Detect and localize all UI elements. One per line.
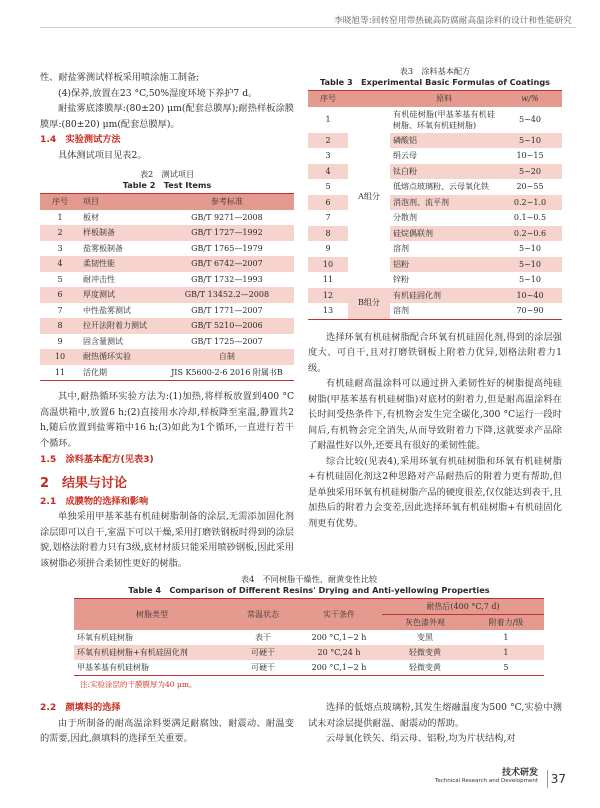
table-cell: 11 xyxy=(54,367,66,377)
table-cell: 1 xyxy=(57,212,63,222)
table-row xyxy=(40,365,294,381)
table-row xyxy=(74,660,544,676)
table-row xyxy=(308,257,562,273)
table3-caption xyxy=(308,66,562,88)
paragraph: 其中,耐热循环实验方法为:(1)加热,将样板放置到400 °C高温烘箱中,放置6 h;(2)直接用水冷却,样板降至室温,静置共2 h,随后放置到盐雾箱中16 h;(3)如此为1个循环,一直进行若干个循环。 xyxy=(40,391,294,449)
table-cell: 13 xyxy=(322,306,334,315)
paragraph: 性、耐盐雾测试样板采用喷涂施工制备; xyxy=(40,72,200,83)
table-row xyxy=(308,303,562,319)
section-heading-1-5: 1.5 涂料基本配方(见表3) xyxy=(40,454,154,465)
paragraph: 云母氧化铁矢、绢云母、铝粉,均为片状结构,对 xyxy=(326,733,516,744)
table2 xyxy=(40,193,294,381)
table-cell: 甲基苯基有机硅树脂 xyxy=(77,663,149,672)
table2-caption xyxy=(40,169,294,191)
table-row xyxy=(40,210,294,226)
table-row xyxy=(308,164,562,180)
group-label-a: A组分 xyxy=(348,107,390,288)
table-cell: 板材 xyxy=(83,212,99,222)
table4-body xyxy=(74,630,544,676)
table-cell: 10 xyxy=(322,259,334,269)
table-cell: 变黑 xyxy=(416,633,433,642)
table-row xyxy=(308,226,562,242)
table-cell: GB/T 1725—2007 xyxy=(191,336,263,346)
paragraph: 综合比较(见表4),采用环氧有机硅树脂和环氧有机硅树脂+有机硅固化剂这2种思路对产品耐热后的附着力更有帮助,但是单独采用环氧有机硅树脂产品的硬度很差,仅仅能达到表干,且加热后的附着力会变差,因此选择环氧有机硅树脂+有机硅固化剂更有优势。 xyxy=(308,455,562,529)
table-cell: 样板制备 xyxy=(83,228,115,237)
table4-note: 注:实验涂层的干膜膜厚为40 μm。 xyxy=(80,680,197,689)
paragraph: 单独采用甲基苯基有机硅树脂制备的涂层,无需添加固化剂涂层即可以自干,室温下可以干燥,采用打磨铁钢板时得到的涂层貌,划格法附着力只有3级,底材材质只能采用喷砂钢板,因此采用该树脂必须拼合柔韧性更好的树脂。 xyxy=(40,511,294,569)
table-cell: 铝粉 xyxy=(393,259,409,269)
table-row xyxy=(308,272,562,288)
table2-caption-cn: 表2 测试项目 xyxy=(139,169,195,179)
table-cell: 70~90 xyxy=(516,306,544,315)
table-cell: 耐冲击性 xyxy=(83,274,115,284)
table-header: 灰色漆外观 xyxy=(382,615,468,631)
table-cell: 消泡剂、流平剂 xyxy=(393,197,449,207)
table-cell: 5~10 xyxy=(519,135,541,145)
right-column xyxy=(308,66,562,531)
table4-caption-cn: 表4 不同树脂干燥性、耐黄变性比较 xyxy=(240,574,378,584)
paragraph: (4)保养,放置在23 °C,50%湿度环境下养护7 d。 xyxy=(58,87,258,99)
table3-body xyxy=(308,107,562,320)
table-cell: GB/T 1771—2007 xyxy=(191,305,263,315)
table-cell: 拉开法附着力测试 xyxy=(83,321,147,330)
paragraph: 有机硅耐高温涂料可以通过拼入柔韧性好的树脂提高纯硅树脂(甲基苯基有机硅树脂)对底材的附着力,但是耐高温涂料在长时间受热条件下,有机物会发生完全碳化,300 °C运行一段时间后,有机物会完全消失,从而导致附着力下降,这就要求产品除了耐温性好以外,还要具有很好的柔韧性能。 xyxy=(308,378,562,451)
table-cell: 9 xyxy=(325,244,331,253)
table-header: 序号 xyxy=(308,91,348,107)
table-cell: 5~10 xyxy=(519,259,541,269)
table-cell: 10 xyxy=(54,352,66,361)
table-cell: 可硬干 xyxy=(251,648,275,657)
journal-name xyxy=(435,765,538,784)
table-cell: GB/T 1732—1993 xyxy=(191,274,263,284)
table-cell: 耐热循环实验 xyxy=(83,352,131,361)
table4-caption-en: Table 4 Comparison of Different Resins' Drying and Anti-yellowing Properties xyxy=(128,585,490,595)
table-cell: 11 xyxy=(322,275,334,284)
left-column xyxy=(40,70,294,571)
table-header: 原料 xyxy=(390,91,498,107)
table-cell: GB/T 13452.2—2008 xyxy=(184,290,270,299)
table-cell: GB/T 1727—1992 xyxy=(191,228,263,237)
table-row xyxy=(40,225,294,241)
table-header-group xyxy=(348,91,390,107)
table-row xyxy=(308,210,562,226)
table-row xyxy=(40,349,294,365)
table4 xyxy=(74,598,544,676)
table-row xyxy=(308,148,562,164)
table-cell: 20~55 xyxy=(516,182,544,191)
table-cell: 柔韧性能 xyxy=(83,259,115,268)
table-row xyxy=(308,195,562,211)
table-row xyxy=(308,241,562,257)
table-row xyxy=(308,133,562,149)
table-cell: 中性盐雾测试 xyxy=(83,305,131,315)
table-cell: 有机硅树脂(甲基苯基有机硅树脂、环氧有机硅树脂) xyxy=(393,109,495,130)
table-cell: 溶剂 xyxy=(393,244,409,253)
table-header: w/% xyxy=(498,91,562,107)
table-cell: 7 xyxy=(57,305,63,315)
section-heading-2-1: 2.1 成膜物的选择和影响 xyxy=(40,495,149,507)
table-cell: GB/T 5210—2006 xyxy=(191,321,263,330)
table-cell: 磷酸铝 xyxy=(393,135,417,145)
table-cell: 可硬干 xyxy=(251,663,275,672)
table-cell: 200 °C,1~2 h xyxy=(311,663,367,672)
table-row xyxy=(40,303,294,319)
table-header: 参考标准 xyxy=(160,194,294,210)
table-cell: 0.1~0.5 xyxy=(513,213,547,222)
table-cell: 环氧有机硅树脂 xyxy=(77,633,133,642)
bottom-right-column xyxy=(308,700,562,747)
table-row xyxy=(40,287,294,303)
table-header: 耐热后(400 °C,7 d) xyxy=(382,599,544,615)
table-cell: 厚度测试 xyxy=(83,290,115,299)
table-cell: 2 xyxy=(57,228,63,237)
journal-name-en: Technical Research and Development xyxy=(434,778,538,784)
table-cell: 3 xyxy=(325,151,331,160)
table-cell: 0.2~0.6 xyxy=(513,228,547,238)
table2-body xyxy=(40,210,294,381)
table4-block xyxy=(74,574,544,690)
table-cell: 盐雾板制备 xyxy=(83,243,123,253)
section-heading-1-4: 1.4 实验测试方法 xyxy=(40,134,121,145)
table2-caption-en: Table 2 Test Items xyxy=(122,180,212,190)
table-cell: 表干 xyxy=(255,633,271,642)
table-row xyxy=(308,179,562,195)
table-cell: 8 xyxy=(325,228,331,238)
table4-caption xyxy=(74,574,544,596)
table-cell: 自制 xyxy=(218,352,235,361)
table-row xyxy=(74,630,544,645)
table-cell: 5~10 xyxy=(519,275,541,284)
bottom-left-column xyxy=(40,700,294,747)
paragraph: 选择环氧有机硅树脂配合环氧有机硅固化剂,得到的涂层强度大、可自干,且对打磨铁钢板上附着力优异,划格法附着力1级。 xyxy=(308,331,562,374)
running-header: 李晓旭等:回转窑用带热硫高防腐耐高温涂料的设计和性能研究 xyxy=(334,16,572,26)
table-cell: 10~40 xyxy=(516,290,544,300)
table-cell: 轻微变黄 xyxy=(408,648,441,657)
table-cell: 低熔点玻璃粉、云母氧化铁 xyxy=(393,182,489,191)
table-cell: 固含量测试 xyxy=(83,336,123,346)
table-cell: 3 xyxy=(57,243,63,253)
table-cell: 7 xyxy=(325,213,331,222)
table-cell: 12 xyxy=(322,290,334,300)
table-cell: 20 °C,24 h xyxy=(317,648,361,657)
table-cell: 4 xyxy=(325,166,331,176)
table-cell: 硅烷偶联剂 xyxy=(393,228,433,238)
table-header: 序号 xyxy=(40,194,80,210)
section-heading-2-2: 2.2 颜填料的选择 xyxy=(40,702,121,713)
table-cell: GB/T 9271—2008 xyxy=(191,212,263,222)
table-cell: 2 xyxy=(325,135,331,145)
table3-caption-en: Table 3 Experimental Basic Formulas of Coatings xyxy=(319,77,551,87)
table-cell: 5~20 xyxy=(519,166,541,176)
footer-divider xyxy=(547,770,548,788)
table-cell: 5 xyxy=(57,274,63,284)
table-cell: 5~10 xyxy=(519,244,541,253)
table-header: 附着力/级 xyxy=(468,615,544,631)
paragraph: 选择的低熔点玻璃粉,其发生熔融温度为500 °C,实验中测试未对涂层提供耐温、耐震动的帮助。 xyxy=(308,702,562,729)
table-cell: GB/T 6742—2007 xyxy=(191,259,263,268)
table-cell: 6 xyxy=(325,197,331,207)
table-cell: 绢云母 xyxy=(393,151,417,160)
journal-name-cn: 技术研发 xyxy=(501,768,538,778)
header-rule xyxy=(40,27,576,28)
table-header: 实干条件 xyxy=(296,599,382,631)
table-cell: 溶剂 xyxy=(393,306,409,315)
table-cell: 锌粉 xyxy=(393,275,409,284)
paragraph: 由于所制备的耐高温涂料要满足耐腐蚀、耐震动、耐温变的需要,因此,颜填料的选择至关重要。 xyxy=(40,717,294,744)
table-header: 项目 xyxy=(80,194,160,210)
table-cell: 钛白粉 xyxy=(393,166,417,176)
table-cell: 1 xyxy=(325,114,331,124)
table-cell: 9 xyxy=(57,336,63,346)
table-row xyxy=(308,107,562,133)
table-cell: 10~15 xyxy=(516,151,544,160)
table3-caption-cn: 表3 涂料基本配方 xyxy=(399,66,471,76)
table-row xyxy=(40,256,294,272)
table-cell: 1 xyxy=(503,648,509,657)
table-cell: 4 xyxy=(57,259,63,268)
table-cell: 活化期 xyxy=(83,367,107,377)
group-label-b: B组分 xyxy=(348,288,390,320)
table-cell: 分散剂 xyxy=(393,213,417,222)
paragraph: 耐盐雾底漆膜厚:(80±20) μm(配套总膜厚);耐热样板涂膜膜厚:(80±20) μm(配套总膜厚)。 xyxy=(40,103,294,130)
table-row xyxy=(40,272,294,288)
section-heading-2: 2 结果与讨论 xyxy=(40,475,128,491)
table-header: 树脂类型 xyxy=(74,599,230,631)
table3 xyxy=(308,90,562,320)
table-cell: 5 xyxy=(325,182,331,191)
table-cell: 8 xyxy=(57,321,63,330)
table-cell: 6 xyxy=(57,290,63,299)
table-cell: 5 xyxy=(503,663,509,672)
page-number: 37 xyxy=(550,772,566,786)
table-row xyxy=(40,334,294,350)
table-row xyxy=(40,241,294,257)
table-cell: 200 °C,1~2 h xyxy=(311,633,367,642)
table-cell: 1 xyxy=(503,633,509,642)
table-cell: 5~40 xyxy=(519,114,541,124)
table-cell: 0.2~1.0 xyxy=(513,197,547,207)
table-cell: 有机硅固化剂 xyxy=(393,290,441,300)
table-row xyxy=(74,645,544,660)
table-cell: GB/T 1765—1979 xyxy=(191,243,263,253)
table-cell: JIS K5600-2-6 2016 附属书B xyxy=(171,367,283,377)
table-row xyxy=(40,318,294,334)
table-row xyxy=(308,288,562,304)
paragraph: 具体测试项目见表2。 xyxy=(58,149,147,161)
table-cell: 环氧有机硅树脂+有机硅固化剂 xyxy=(77,648,188,657)
table-cell: 轻微变黄 xyxy=(408,663,441,672)
table-header: 常温状态 xyxy=(230,599,296,631)
